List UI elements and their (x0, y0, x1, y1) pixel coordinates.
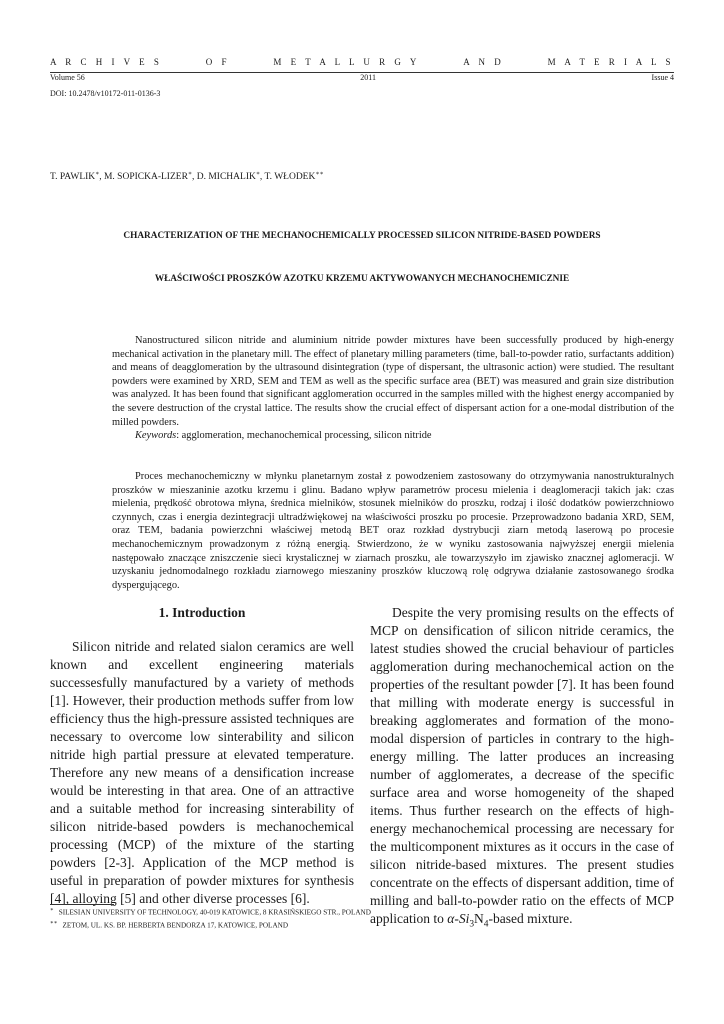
right-column (370, 604, 674, 934)
author: M. SOPICKA-LIZER (103, 172, 188, 183)
abstract-english (112, 334, 674, 443)
journal-word: A R C H I V E S (50, 57, 163, 67)
keywords-line (112, 429, 674, 443)
intro-paragraph-2 (370, 604, 674, 934)
journal-word: M A T E R I A L S (547, 57, 674, 67)
affiliation-mark: ∗ (255, 171, 260, 177)
author: T. PAWLIK (50, 172, 96, 183)
formula-sub: 3 (469, 919, 475, 930)
footnote-mark: ∗ (50, 907, 54, 913)
keywords-label: Keywords (135, 430, 177, 442)
affiliation-mark: ∗ (95, 171, 100, 177)
journal-word: O F (205, 57, 231, 67)
year: 2011 (360, 73, 376, 82)
footnote (50, 907, 371, 916)
intro-text-end: -based mixture. (488, 911, 573, 926)
section-heading: 1. Introduction (158, 605, 246, 620)
abstract-text: Nanostructured silicon nitride and aluminium nitride powder mixtures have been successfully produced by high-energy mechanical activation in the planetary mill. The effect of planetary milling parameters (time, ball-to-powder ratio, surfactants addition) and means of deagglomeration by the ultrasound disintegration (type of dispersant, the ultrasonic action) were studied. The resultant powders were examined by XRD, SEM and TEM as well as the specific surface area (BET) was measured and grain size distribution was analyzed. It has been found that significant agglomeration occurred in the samples milled with the highest energy accompanied by the severe destruction of the crystal lattice. The results show the crucial effect of dispersant action for a one-modal distribution of the milled powders. (112, 335, 674, 428)
left-column (50, 604, 354, 908)
formula-sub: 4 (483, 919, 489, 930)
abstract-polish (112, 470, 674, 592)
author-list: T. PAWLIK∗, M. SOPICKA-LIZER∗, D. MICHALIK∗, T. WŁODEK∗∗ (50, 171, 324, 183)
author: T. WŁODEK (264, 172, 316, 183)
journal-word: A N D (463, 57, 505, 67)
affiliation-mark: ∗ (187, 171, 192, 177)
doi: DOI: 10.2478/v10172-011-0136-3 (50, 89, 161, 98)
footnote-mark: ∗∗ (50, 920, 58, 926)
intro-paragraph: Silicon nitride and related sialon ceramics are well known and excellent engineering materials successesfully manufactured by a variety of methods [1]. However, their production methods suffer from low efficiency thus the high-pressure assisted techniques are necessary to overcome low sinterability and silicon nitride high partial pressure at elevated temperature. Therefore any new means of a densification increase would be interesting in that area. One of an attractive and a suitable method for increasing sinterability of silicon nitride-based powders is mechanochemical processing (MCP) of the mixture of the starting powders [2-3]. Application of the MCP method is useful in preparation of powder mixtures for synthesis [4], alloying [5] and other diverse processes [6]. (50, 639, 354, 906)
keywords: : agglomeration, mechanochemical processing, silicon nitride (176, 430, 432, 442)
issue: Issue 4 (651, 73, 674, 82)
intro-text: Despite the very promising results on the effects of MCP on densification of silicon nitride ceramics, the latest studies showed the crucial behaviour of particles agglomeration during mechanochemical action on the properties of the resultant powder [7]. It has been found that milling with moderate energy is successful in breaking agglomerates and formation of the mono-modal dispersion of particles in contrary to the high-energy milling. The latter produces an increasing number of agglomerates, a decrease of the specific surface area and worse homogeneity of the shaped items. Thus further research on the effects of high-energy mechanochemical processing are necessary for the multicomponent mixtures as it occurs in the case of silicon nitride-based mixtures. The present studies concentrate on the effects of dispersant addition, time of milling and ball-to-powder ratio on the effects of MCP application to (370, 605, 674, 926)
journal-word: M E T A L L U R G Y (273, 57, 420, 67)
issue-meta (50, 73, 674, 82)
formula-n: N (474, 911, 484, 926)
formula-alpha: α-Si (447, 911, 470, 926)
abstract-text-polish: Proces mechanochemiczny w młynku planetarnym został z powodzeniem zastosowany do otrzymywania nanostrukturalnych proszków w mieszaninie azotku krzemu i glinu. Badano wpływ parametrów procesu mielenia i deaglomeracji takich jak: czas mielenia, prędkość obrotowa młyna, średnica mielników, stosunek mielników do proszku, rodzaj i ilość dodatków powierzchniowo czynnych, czas i energia dezintegracji ultradźwiękowej na właściwości proszku po procesie. Przeprowadzono badania XRD, SEM, oraz TEM, badania powierzchni właściwej metodą BET oraz rozkład dystrybucji ziarn metodą laserową po procesie mechanochemicznym prowadzonym z różną energią. Stwierdzono, że w wyniku zastosowania najwyższej energii mielenia następowało znaczące zniszczenie sieci krystalicznej w ziarnach proszku, ale towarzyszyło im zjawisko znacznej aglomeracji. W uzyskaniu jednomodalnego rozkładu ziarnowego mieszaniny proszków kluczową rolę odgrywa działanie zastosowanego środka dyspergującego. (112, 471, 674, 591)
author: D. MICHALIK (196, 172, 256, 183)
journal-name (50, 57, 674, 67)
footnote-text: SILESIAN UNIVERSITY OF TECHNOLOGY, 40-019 KATOWICE, 8 KRASIŃSKIEGO STR., POLAND (58, 908, 371, 917)
footnote-text: ZETOM, UL. KS. BP. HERBERTA BENDORZA 17, KATOWICE, POLAND (62, 921, 289, 930)
title-english: CHARACTERIZATION OF THE MECHANOCHEMICALLY PROCESSED SILICON NITRIDE-BASED POWDERS (123, 231, 601, 241)
affiliation-mark: ∗∗ (315, 171, 324, 177)
footnote-rule (50, 904, 114, 905)
title-polish: WŁAŚCIWOŚCI PROSZKÓW AZOTKU KRZEMU AKTYWOWANYCH MECHANOCHEMICZNIE (154, 274, 570, 284)
volume: Volume 56 (50, 73, 85, 82)
footnote (50, 920, 288, 929)
